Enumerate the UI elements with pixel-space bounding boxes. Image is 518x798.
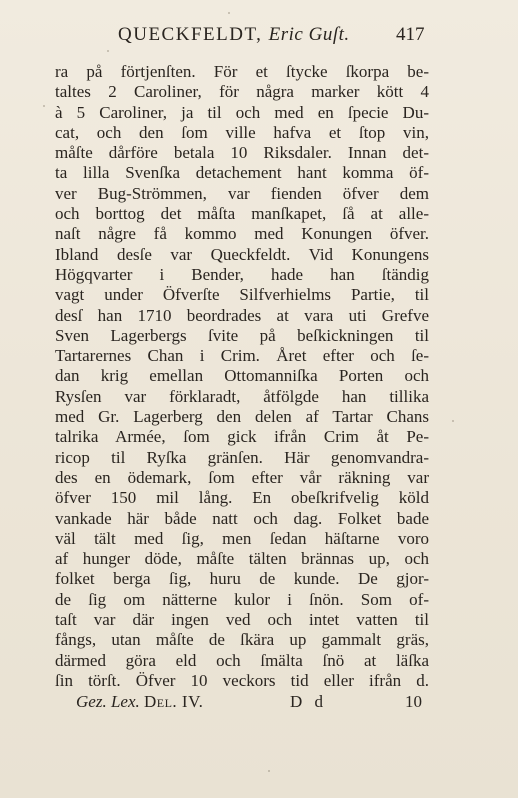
text-line: af hunger döde, måſte tälten brännas up, och xyxy=(55,549,429,569)
text-line: de ſig om nätterne kulor i ſnön. Som of- xyxy=(55,589,429,609)
paper-speck xyxy=(228,12,230,14)
page-number: 417 xyxy=(396,24,425,45)
text-line: desſ han 1710 beordrades at vara uti Grefve xyxy=(55,305,429,325)
text-line: taſt var där ingen ved och intet vatten til xyxy=(55,610,429,630)
text-line: taltes 2 Caroliner, för några marker kött 4 xyxy=(55,82,429,102)
sheet-number: 10 xyxy=(405,692,422,711)
text-line: Högqvarter i Bender, hade han ſtändig xyxy=(55,264,429,284)
running-title-given-names: Eric Guſt. xyxy=(268,24,350,45)
text-line: ra på förtjenſten. För et ſtycke ſkorpa be- xyxy=(55,62,429,81)
text-line: vankade här både natt och dag. Folket bade xyxy=(55,508,429,528)
text-line: ta lilla Svenſka detachement hant komma öf- xyxy=(55,163,429,183)
text-line: cat, och den ſom ville hafva et ſtop vin, xyxy=(55,122,429,142)
signature-mark: D d xyxy=(290,692,328,711)
paper-speck xyxy=(107,50,109,52)
text-line: väl tält med ſig, men ſedan häſtarne voro xyxy=(55,528,429,548)
footer-signature-work: Gez. Lex. xyxy=(76,692,140,711)
text-line: fångs, utan måſte de ſkära up gammalt gräs, xyxy=(55,630,429,650)
paper-speck xyxy=(452,420,454,422)
text-line: måſte dårföre betala 10 Riksdaler. Innan det- xyxy=(55,143,429,163)
body-text xyxy=(55,62,429,691)
text-line: och borttog det måſta manſkapet, ſå at alle- xyxy=(55,204,429,224)
text-line: vagt under Öfverſte Silfverhielms Partie, til xyxy=(55,285,429,305)
text-line: folket berga ſig, huru de kunde. De gjor- xyxy=(55,569,429,589)
text-line: ricop til Ryſka gränſen. Här genomvandra- xyxy=(55,447,429,467)
text-line: därmed göra eld och ſmälta ſnö at läſka xyxy=(55,650,429,670)
text-line: Tartarernes Chan i Crim. Året efter och ſe- xyxy=(55,346,429,366)
text-line: ſin törſt. Öfver 10 veckors tid eller ifrån d. xyxy=(55,670,429,690)
text-line: med Gr. Lagerberg den delen af Tartar Chans xyxy=(55,407,429,427)
footer-signature xyxy=(76,692,203,712)
text-line: Ibland desſe var Queckfeldt. Vid Konungens xyxy=(55,244,429,264)
running-title xyxy=(118,24,350,46)
text-line: dan krig emellan Ottomanniſka Porten och xyxy=(55,366,429,386)
running-header xyxy=(0,22,518,48)
paper-speck xyxy=(43,105,45,107)
paper-speck xyxy=(268,770,270,772)
text-line: öfver 150 mil lång. En obeſkrifvelig köld xyxy=(55,488,429,508)
footer-signature-volume: Del. IV. xyxy=(143,692,204,711)
running-title-name: QUECKFELDT, xyxy=(118,24,263,45)
text-line: talrika Armée, ſom gick ifrån Crim åt Pe- xyxy=(55,427,429,447)
text-line: ver Bug-Strömmen, var fienden öfver dem xyxy=(55,183,429,203)
text-line: Sven Lagerbergs ſvite på beſkickningen til xyxy=(55,325,429,345)
text-line: naſt någre få kommo med Konungen öfver. xyxy=(55,224,429,244)
text-line: à 5 Caroliner, ja til och med en ſpecie Du- xyxy=(55,102,429,122)
text-line: des en ödemark, ſom efter vår räkning var xyxy=(55,467,429,487)
page-footer xyxy=(0,692,518,716)
text-line: Rysſen var förklaradt, åtfölgde han tillika xyxy=(55,386,429,406)
